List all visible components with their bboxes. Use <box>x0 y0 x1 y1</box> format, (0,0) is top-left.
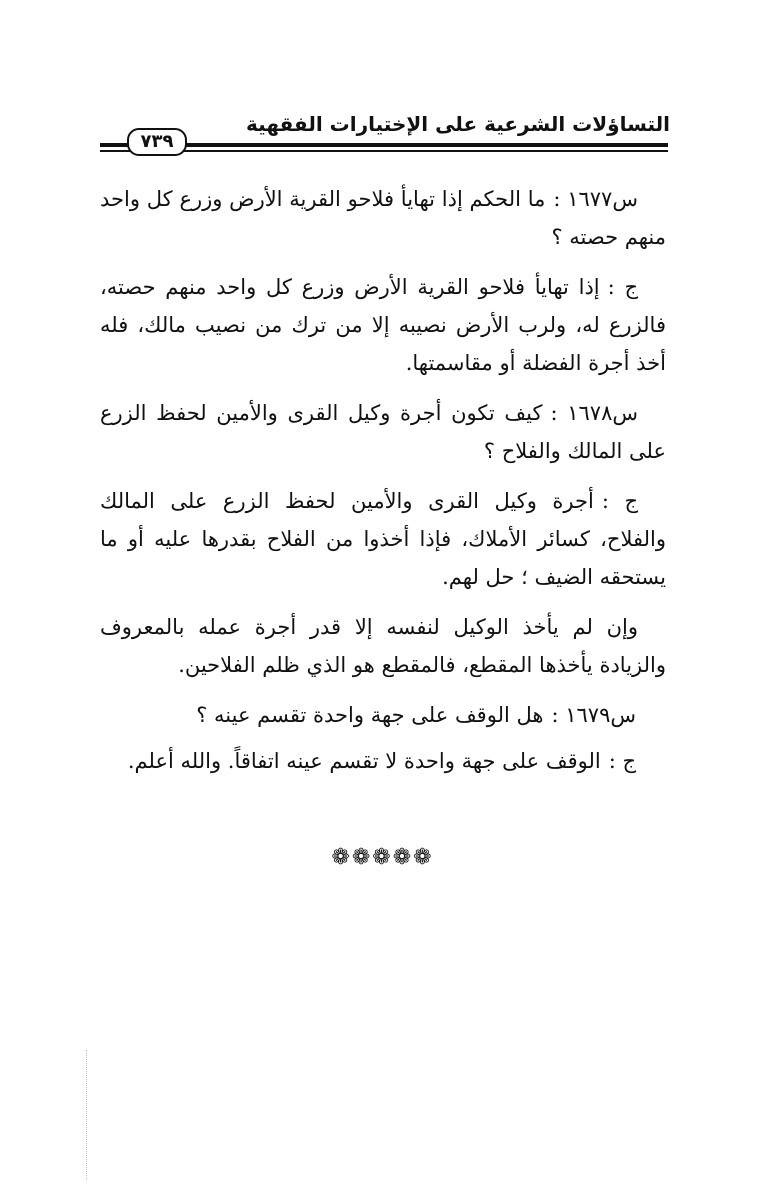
answer-text: أجرة وكيل القرى والأمين لحفظ الزرع على المالك والفلاح، كسائر الأملاك، فإذا أخذوا من الفلاح بقدرها عليه أو ما يستحقه الضيف ؛ حل لهم. <box>100 489 666 589</box>
question-text: ما الحكم إذا تهايأ فلاحو القرية الأرض وزرع كل واحد منهم حصته ؟ <box>100 187 666 249</box>
question-label: س١٦٧٨ : <box>550 401 638 425</box>
scan-margin-mark <box>86 1050 89 1180</box>
section-end-ornament: ❁❁❁❁❁ <box>331 845 434 870</box>
question-label: س١٦٧٧ : <box>553 187 638 211</box>
answer-label: ج : <box>601 489 638 513</box>
answer-label: ج : <box>608 749 636 773</box>
question-label: س١٦٧٩ : <box>551 703 636 727</box>
paragraph-text: وإن لم يأخذ الوكيل لنفسه إلا قدر أجرة عمله بالمعروف والزيادة يأخذها المقطع، فالمقطع هو الذي ظلم الفلاحين. <box>100 615 666 677</box>
answer-1679 <box>100 742 666 780</box>
body-text <box>100 180 666 788</box>
question-1679 <box>100 696 666 734</box>
page-number: ٧٣٩ <box>127 128 187 156</box>
answer-text: إذا تهايأ فلاحو القرية الأرض وزرع كل واحد منهم حصته، فالزرع له، ولرب الأرض نصيبه إلا من ترك من نصيب مالك، فله أخذ أجرة الفضلة أو مقاسمتها. <box>100 275 666 375</box>
answer-text: الوقف على جهة واحدة لا تقسم عينه اتفاقاً. والله أعلم. <box>127 749 601 773</box>
answer-1677 <box>100 268 666 382</box>
answer-label: ج : <box>607 275 638 299</box>
question-1677 <box>100 180 666 256</box>
question-1678 <box>100 394 666 470</box>
question-text: كيف تكون أجرة وكيل القرى والأمين لحفظ الزرع على المالك والفلاح ؟ <box>100 401 666 463</box>
running-title: التساؤلات الشرعية على الإختيارات الفقهية <box>246 112 670 136</box>
question-text: هل الوقف على جهة واحدة تقسم عينه ؟ <box>196 703 544 727</box>
paragraph-continuation <box>100 608 666 684</box>
answer-1678 <box>100 482 666 596</box>
